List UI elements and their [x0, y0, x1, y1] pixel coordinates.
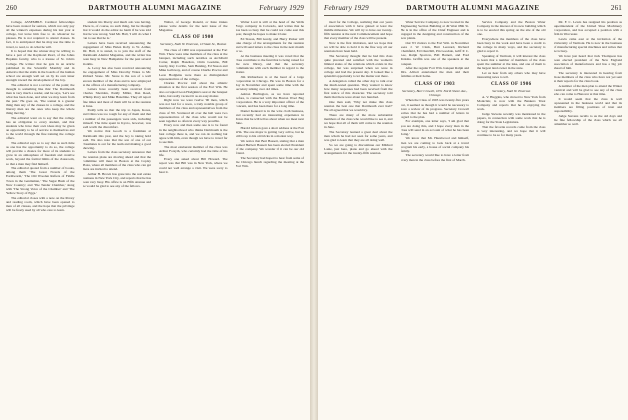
paragraph: Arthur H. Brown has gone into the real estate business in New York City, and reports that he has been very busy. His office is on Fifth Avenue and he would be glad to see any of the fellows. [82, 171, 151, 188]
text-column [324, 20, 393, 416]
text-column [6, 20, 75, 416]
paragraph: Ashton Burlington, as we have reported before, is connected with the Boston Wool Bag Corporation. He is a very important officer of the concern, and has been there for a long time. [235, 91, 304, 109]
paragraph: For example, one letter says, 'I am glad that you are doing this, and I hope every man in the class will send in an account of what he has been doing.' [400, 119, 469, 136]
paragraph: Judge Stevens recently was mentioned in the papers, in connection with some work that he is doing for the State Legislature. [477, 111, 546, 124]
right-page [318, 0, 628, 420]
paragraph: A delegation called the other day to talk over the much-tested question. They wanted to know how many responses had been received from the first notice of this character. The secretary told them that there were about two hundred. [324, 79, 393, 100]
paragraph: Right now we were twelve '00 men, which was not bad for a noon, a truly notable group of members of the class and representatives from the class of '00. Scattered all over the hall were two representatives of the class who would not be seen together so often in every way possible. [159, 98, 228, 123]
text-columns [6, 20, 304, 416]
paragraph: The editorial is not a review of the point; the thought is something like this: The Dartmouth man is very much a reader, and he says, 'Let's see what has been done, and what we may learn from the past.' He goes on, 'The sonnet is a greater thing than any of the classes in a college, and the literary men are the ones who keep the whole thing moving.' [6, 82, 75, 116]
magazine-title: DARTMOUTH ALUMNI MAGAZINE [88, 4, 222, 12]
secretary-line: Secretary, Nath W. Emerson, 10 State St., Boston [160, 42, 227, 47]
magazine-title: DARTMOUTH ALUMNI MAGAZINE [406, 4, 540, 12]
paragraph: Lewis came east at the invitation of the University of Vermont. He is now in the business of manufacturing special machines and writes that he is busy. [553, 36, 622, 54]
paragraph: That the favorite records come from the class is very interesting, and we hope that it will continue to be so for many years. [477, 124, 546, 137]
paragraph: Service Company and the Boston Water Company in the interest of its new building which is to be erected this spring on the site of the old one. [477, 20, 546, 37]
paragraph: The secretary is interested in hearing from those members of the class who have not yet sent in their reports for the class book. [553, 70, 622, 84]
paragraph: Judge Stevens recalls to us the old days and the fine fellowship of the class which we all remember so well. [553, 113, 622, 126]
paragraph: The Secretary had hoped to hear from some of the Chicago bunch regarding the meeting at the Fort Wm. [235, 155, 304, 168]
text-column [236, 20, 305, 416]
paragraph: Walter, of George Ronald, or Kate Oakes please write details for the next issue of the Magazine. [159, 20, 228, 33]
paragraph: Jim Richardson is at the head of a large corporation in Chicago. He was in Boston for a day in November and spent some time with the secretary talking over old times. [235, 75, 304, 92]
paragraph: When the Class of 1903 was twenty-five years out, it seemed as though it would be necessary to have a review of its progress. Secretary Crowell writes that he has had a number of letters in regard to the plan. [400, 98, 469, 119]
paragraph: The Secretary thought that he had this class quite placated and satisfied with the women's limited status of the relations which exists in the college, but was surprised when we were in college and had the present day. It looked like a splendid opportunity to let the matter rest there. [324, 53, 393, 79]
paragraph: Walter Lord is still at the head of the Wells Fargo company in Colorado, and writes that he has been so busy that he could not come east this year, though he hopes to make it later. [235, 20, 304, 37]
paragraph: The editorial quoted from a number of books, among them 'The Great Novels of the Earthworm,' 'The Old Wooden Rafters of Fiddle Town in the Gentleman,' 'The Sugar Bush of the New Country,' and 'The Tender Chamber,' along with 'The Strong Voice of the Chamber' and 'The Yellow Story of Eggs.' [6, 166, 75, 195]
issue-date: February 1929 [324, 4, 369, 12]
text-column [477, 20, 546, 416]
paragraph: A. V. Huggins, who moved to New York from Montclair, is now with the Bankers Trust Company and reports that he is enjoying the work. [477, 94, 546, 112]
paragraph: The Secretary learned a great deal about the men whom he had not seen for some years, and was glad to learn that they are all doing well. [324, 130, 393, 143]
paragraph: student his liberty and much ado was having. There is, of course, no such thing, but he thought that it would do the editor no harm if he was told that he was wrong. Said Mr. Hall, 'I will do what I can to see that he is.' [82, 20, 151, 41]
text-column [83, 20, 152, 416]
paragraph: Every one asked about Bill Howard. The report was that Bill was in New York, where we could not well arrange a visit. We were sorry to hear it. [159, 157, 228, 174]
paragraph: Daniel Kennard is in the wire cloth business, and recently had an interesting experience in Texas that he will tell us about when we meet next June. [235, 108, 304, 126]
paragraph: A number of the men plan to attend the Winter Carnival and will be glad to see any of the class who can come to Hanover at that time. [553, 83, 622, 96]
paragraph: Everywhere the members of the class have been busy in the work and have been a credit to the college in many ways, and the secretary is glad to report it. [477, 36, 546, 54]
paragraph: It is hoped that the winner may be willing to have a part of the Raymond Pearl, of the Johns Hopkins faculty, who is a trustee of St. John's College. He writes: that he gets in an article published in the Scientific Monthly and in America that the stalls in the boards of the human school are enough well set on by its own inner strength toward the development of the boy. [6, 49, 75, 82]
paragraph: We know that Mr. Hazelwood and himself, then we are coming to look back at a travel program his early, a house of social company his family. [400, 136, 469, 153]
page-gutter [310, 0, 318, 420]
paragraph: Speaking of Vermont, it will interest the class to learn that a number of members of the class spent the summer at the lake, and one of them is the largest land owner in the state. [477, 53, 546, 71]
paragraph: There are many of the more substantial members of the class who would like to see it, and we hope that all of them will come to the reunion in June. [324, 113, 393, 130]
text-column [159, 20, 228, 416]
paragraph: One man said, 'Why not make this class reunion the best one that Dartmouth ever had?' We all agreed that we would try. [324, 100, 393, 113]
left-page [0, 0, 310, 420]
paragraph: Letters have been received announcing the engagement of Miss Helen Roby to W. Arthur, Mr. Hall, it is stated, is to join the staff of the Dartmouth Alumni Magazine, and the writer has been busy in New Hampshire for the past several months. [82, 41, 151, 66]
header-rule [6, 15, 304, 16]
issue-date: February 1929 [259, 4, 304, 12]
paragraph: Letters have recently been received from Charles Sheridan, Paddy Miller, Dan Reed, Whimp Perry and Mike Hazeltine. They all report fine times and most of them will be at the reunion in June. [82, 87, 151, 108]
paragraph: It would seem that the class is well represented in the business world and that its members are filling positions of trust and responsibility. [553, 96, 622, 113]
class-heading: CLASS OF 1906 [490, 82, 532, 88]
page-number: 260 [6, 4, 18, 12]
paragraph: Water Service Company, is now located in the Engineering Section Building at 49 West 68th St. He is in the office of the Chief Engineer and is engaged in the designing and construction of the new plants. [400, 20, 469, 41]
text-column [554, 20, 623, 416]
page-number: 261 [610, 4, 622, 12]
paragraph: tised for the College, realizing that our years of association with it have gained at least the middle milestone. We will try to have our twenty-fifth reunion at the next Commencement and hope that every member of the class will be present. [324, 20, 393, 41]
paragraph: The editorial closes with a note on the library and reading room, which have been opened to men of all classes, and the hope that the privilege will be freely used by all who care to learn. [6, 195, 75, 212]
paragraph: The most exuberant member of the class was Arthur Forsyth, who certainly had the time of his life. [159, 144, 228, 157]
paragraph: Ed Sisson, Bill Gurdy, and Harry Parker will take charge of the arrangements for the reunion and will send letters to the class in the next month or so. [235, 36, 304, 54]
secretary-line: Secretary, Nath W. Emerson [492, 89, 531, 94]
paragraph: At the business meeting it was voted that the class contribute to the fund that is being raised for the new library, and that the secretary communicate with each member in regard to the matter. [235, 53, 304, 75]
paragraph: We notice that Bert Bassett, stating that a man named Herbert Bassett has been elected President of the company. We wonder if it can be our old friend. [235, 138, 304, 156]
paragraph: The editorial went on to say that the college has an obligation to every student, and that students who have their own ideas may be given an opportunity to be of service to themselves and to the world through the fine training the college offers. [6, 115, 75, 141]
paragraph: So we are going to discontinue our Mildred Lanie, just here, plans and go ahead with the arrangements for the twenty-fifth reunion. [324, 142, 393, 156]
paragraph: Harold Gibson gave a short address at the Fort Wm. The one major is getting very active, but he still is up to his old tricks in a modest way. [235, 125, 304, 139]
paragraph: College, ASSEMBLY. Cardinal fellowships have been created for seniors, which not only pay all the winner's expenses during his last year at college, but leave him free to do whatever he pleases. He is not required to attend classes. In fact, it is anticipated that he may use the time to travel, to read, to do what he will. [6, 20, 75, 49]
class-heading: CLASS OF 1903 [414, 81, 456, 87]
paragraph: Our '03 visitors to the Fort Wm. in November were J. W. Clark, Burt Leonard, Richard Chamfield, Ed Churchill, Pin Goodale, Griff P. C. Lee, Ralph Sparrow, Bill Barnett, and Fred Perkins. Griffin was one of the speakers at the banquet. [400, 41, 469, 66]
paragraph: Charles Proctor told about the athletic situation at the first session of the Fort Wm. He also occupied Leon Hodgkins's seat at the banquet table, but really vacated it as an easy matter. [159, 81, 228, 98]
paragraph: The class of 1900 was represented at the Fort Wm. There were nine members of the class at the banquet, including such notables as Archibald Carter, Ralph Hazelton, Orrin Gookins, Bill Gurdy, Ray Coville, Sam Bunting, Ed Sisson and Mike Galloway, and of course Charlie Proctor and Leon Hodgkins were there as distinguished representatives of the college. [159, 47, 228, 81]
paragraph: Letters from the class secretary announce that the reunion plans are moving ahead and that the committee will meet in Boston at the Copley Plaza, where all members of the class who can get there are invited to attend. [82, 150, 151, 171]
text-column [401, 20, 470, 416]
paragraph: Let us hear from any others who may have interesting news to tell. [477, 70, 546, 79]
paragraph: Every now and then some one is to be found in the neighborhood who thinks Dartmouth is the best college there is, and we can do nothing but agree with him, even though we have to travel far to see him. [159, 123, 228, 144]
paragraph: Mr. F. C. Lewis has resigned his position as superintendent of the United Shoe Machinery Corporation, and has accepted a position with a firm in Worcester. [553, 20, 622, 37]
secretary-line: Secretary, Burt Crowell, 1051 North Shore Ave., Chicago [402, 88, 468, 97]
paragraph: Paddy tells us that the trip to Japan, Korea, and China was too rough for any of them and that a number of the passengers were sick, including himself. The time spent in Kyoto, however, was well worth the discomfort. [82, 108, 151, 129]
paragraph: The editorial says so to say that as such time as one has the opportunity to do so, the college will provide a chance for more of its students to grow in an atmosphere of freedom and creative work, beyond the formal limits of the classroom, so that a man may find himself. [6, 141, 75, 166]
paragraph: We notice that Gooch is a freshman at Dartmouth this year, and the boy is taking hold well. We also note that the son of one of our classmates is out for the team and making a good showing. [82, 129, 151, 150]
class-heading: CLASS OF 1900 [172, 35, 214, 41]
paragraph: A. Leroy has also been received announcing the engagement of Miss Dorothy Wales to Mr. Richard Stone. Mr. Stone is the son of a well known member of the class and is now employed in the offices of a manufacturing company. [82, 66, 151, 87]
paragraph: After the regular Fort Wm. banquet Ralph and Mrs. Abbott entertained the men and their families at their home. [400, 66, 469, 79]
paragraph: We have just heard that Jack Thompson has been elected president of the New England association of manufacturers and has a big job ahead of him. [553, 53, 622, 71]
header-rule [324, 15, 622, 16]
text-columns [324, 20, 622, 416]
paragraph: Now is the first invitation, and we hope that we will be able to hold it in the fine way all our reunions have been held. [324, 41, 393, 54]
paragraph: The secretary would like to have a letter from every man in the class before the first of March. [400, 153, 469, 162]
